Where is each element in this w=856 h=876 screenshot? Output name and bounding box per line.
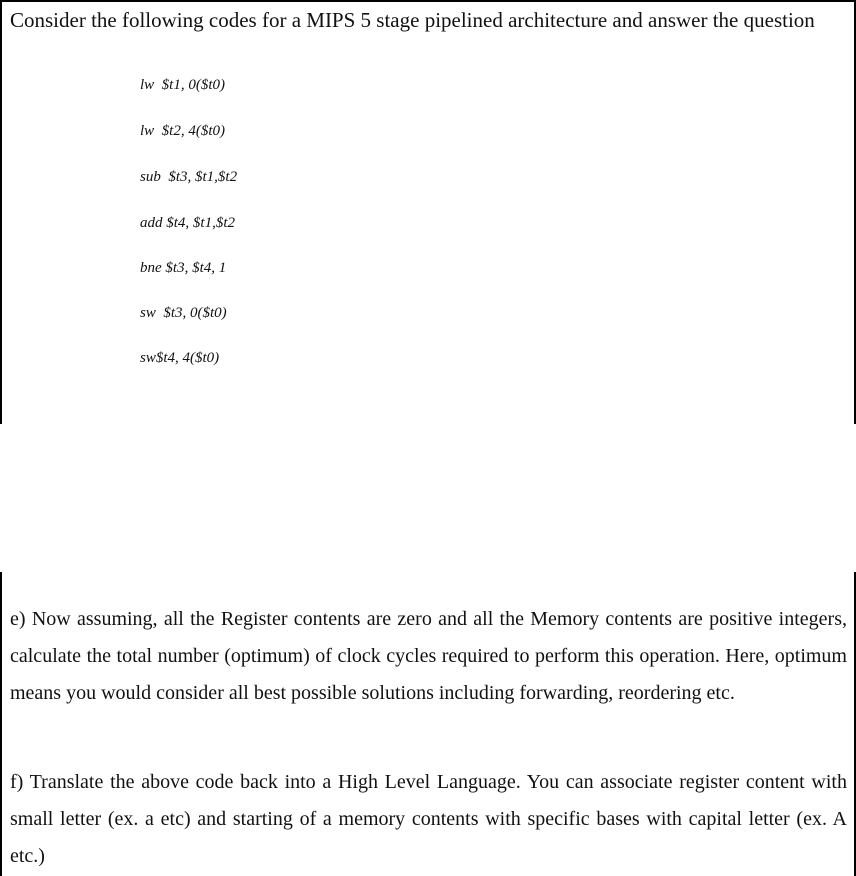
answer-parts-panel bbox=[0, 572, 856, 876]
part-e-text: e) Now assuming, all the Register contents are zero and all the Memory contents are positive integers, calculate the total number (optimum) of clock cycles required to perform this operation. Here, optimum means you would consider all best possible solutions including forwarding, reordering etc. bbox=[10, 608, 847, 704]
code-line: add $t4, $t1,$t2 bbox=[140, 215, 236, 231]
part-f-text: f) Translate the above code back into a High Level Language. You can associate register content with small letter (ex. a etc) and starting of a memory contents with specific bases with capital letter (ex. A etc.) bbox=[10, 771, 847, 867]
question-header: Consider the following codes for a MIPS 5 stage pipelined architecture and answer the question bbox=[10, 8, 815, 32]
code-line: sw$t4, 4($t0) bbox=[140, 350, 220, 366]
code-line: sw $t3, 0($t0) bbox=[140, 305, 227, 321]
code-line: lw $t2, 4($t0) bbox=[140, 123, 225, 139]
question-panel bbox=[0, 0, 856, 424]
code-line: lw $t1, 0($t0) bbox=[140, 77, 225, 93]
code-line: bne $t3, $t4, 1 bbox=[140, 260, 227, 276]
code-line: sub $t3, $t1,$t2 bbox=[140, 169, 238, 185]
